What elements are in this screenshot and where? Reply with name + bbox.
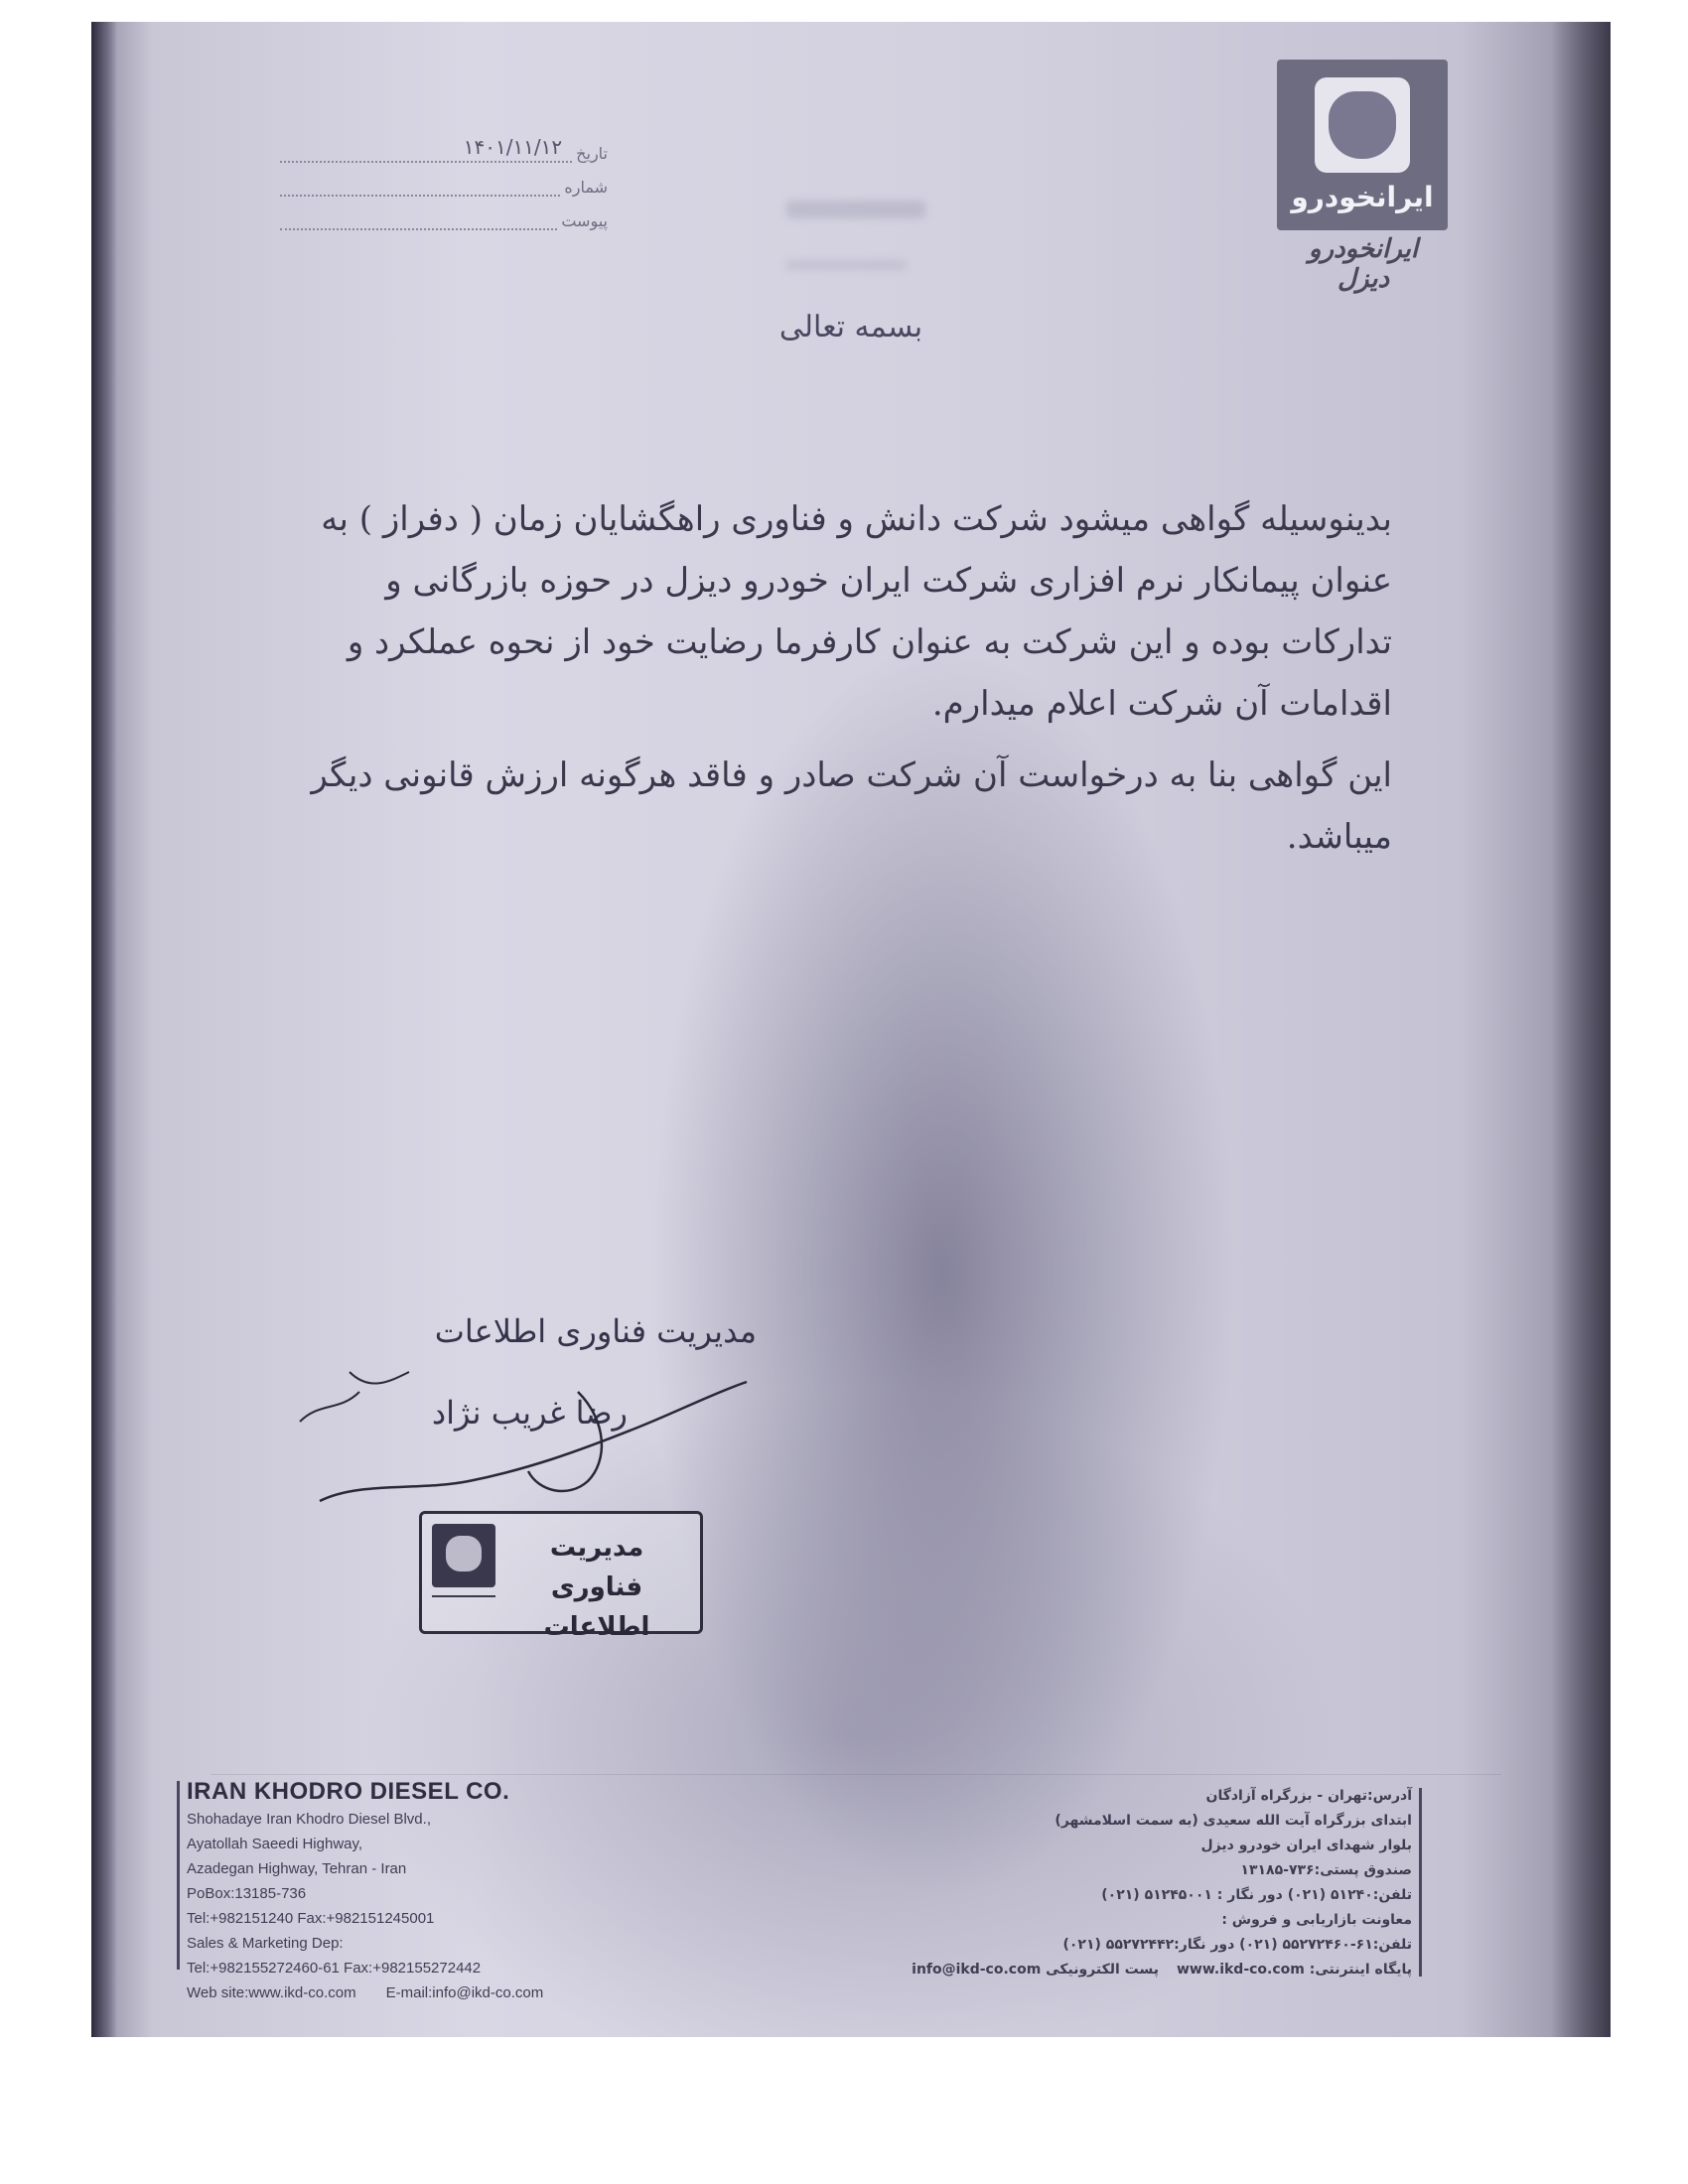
number-line [280,175,560,197]
footer-sales-label: معاونت بازاریابی و فروش : [1221,1912,1412,1928]
letter-meta [280,129,608,230]
scan-smudge [786,260,906,270]
footer-english [187,1777,723,2005]
scan-smudge [786,201,925,218]
signer-title: مدیریت فناوری اطلاعات [434,1312,757,1350]
footer-address-line: ابتدای بزرگراه آیت الله سعیدی (به سمت اسلامشهر) [1055,1813,1412,1829]
footer-tel-fax: Tel:+982151240 Fax:+982151245001 [187,1910,435,1927]
stamp-logo-icon [432,1524,495,1587]
footer-email: پست الکترونیکی info@ikd-co.com [912,1962,1159,1978]
attachment-label: پیوست [561,211,608,230]
date-label: تاریخ [576,144,608,163]
footer-tel-fax: تلفن:۵۱۲۴۰ (۰۲۱) دور نگار : ۵۱۲۴۵۰۰۱ (۰۲۱) [1101,1887,1412,1903]
footer-persian [896,1784,1412,1982]
stamp-logo-underline [432,1595,495,1613]
handwritten-signature-icon [280,1332,757,1531]
logo-brand-secondary: ایرانخودرو دیزل [1308,234,1419,294]
company-logo [1277,60,1448,230]
footer-sales-tel-fax: Tel:+982155272460-61 Fax:+982155272442 [187,1960,482,1977]
attachment-line [280,208,557,230]
stamp-text [507,1528,686,1647]
footer-address-line: بلوار شهدای ایران خودرو دیزل [1200,1838,1412,1853]
invocation-heading: بسمه تعالی [778,310,923,344]
footer-address-line: Ayatollah Saeedi Highway, [187,1836,363,1852]
stamp-line: مدیریت [549,1533,644,1563]
footer-sales-label: Sales & Marketing Dep: [187,1935,344,1952]
footer-email: E-mail:info@ikd-co.com [385,1984,544,2001]
footer-pobox: صندوق پستی:۷۳۶-۱۳۱۸۵ [1240,1862,1412,1878]
body-paragraph: این گواهی بنا به درخواست آن شرکت صادر و فاقد هرگونه ارزش قانونی دیگر میباشد. [311,755,1392,857]
official-stamp [419,1511,703,1642]
signature-block [280,1312,757,1432]
lion-shield-icon [1315,77,1410,173]
footer-address-line: Shohadaye Iran Khodro Diesel Blvd., [187,1811,431,1828]
body-paragraph: بدینوسیله گواهی میشود شرکت دانش و فناوری راهگشایان زمان ( دفراز ) به عنوان پیمانکار نرم افزاری شرکت ایران خودرو دیزل در حوزه بازرگانی و تدارکات بوده و این شرکت به عنوان کارفرما رضایت خود از نحوه عملکرد و اقدامات آن شرکت اعلام میدارم. [321,499,1392,724]
number-label: شماره [564,178,608,197]
number-row [280,163,608,197]
footer-sales-tel-fax: تلفن:۶۱-۵۵۲۷۲۴۶۰ (۰۲۱) دور نگار:۵۵۲۷۲۴۴۲ (۰۲۱) [1062,1937,1412,1953]
date-line [280,135,572,163]
footer-website: پایگاه اینترنتی: www.ikd-co.com [1176,1962,1412,1978]
signer-name: رضا غریب نژاد [431,1394,628,1432]
footer-address-line: Azadegan Highway, Tehran - Iran [187,1860,407,1877]
letter-body [300,488,1392,878]
footer-address-line: آدرس:تهران - بزرگراه آزادگان [1205,1788,1412,1804]
footer-web-row [896,1958,1412,1982]
footer-accent-bar [177,1781,180,1970]
footer-website: Web site:www.ikd-co.com [187,1984,356,2001]
footer-pobox: PoBox:13185-736 [187,1885,307,1902]
footer-accent-bar [1419,1788,1422,1977]
footer-divider [211,1774,1501,1775]
stamp-line: فناوری اطلاعات [543,1572,650,1642]
scanned-letter [91,22,1611,2037]
attachment-row [280,197,608,230]
date-value: ۱۴۰۱/۱۱/۱۲ [463,135,563,159]
footer-web-row [187,1980,723,2005]
footer-company-name: IRAN KHODRO DIESEL CO. [187,1778,510,1805]
date-row [280,129,608,163]
logo-brand-text: ایرانخودرو [1291,181,1434,213]
